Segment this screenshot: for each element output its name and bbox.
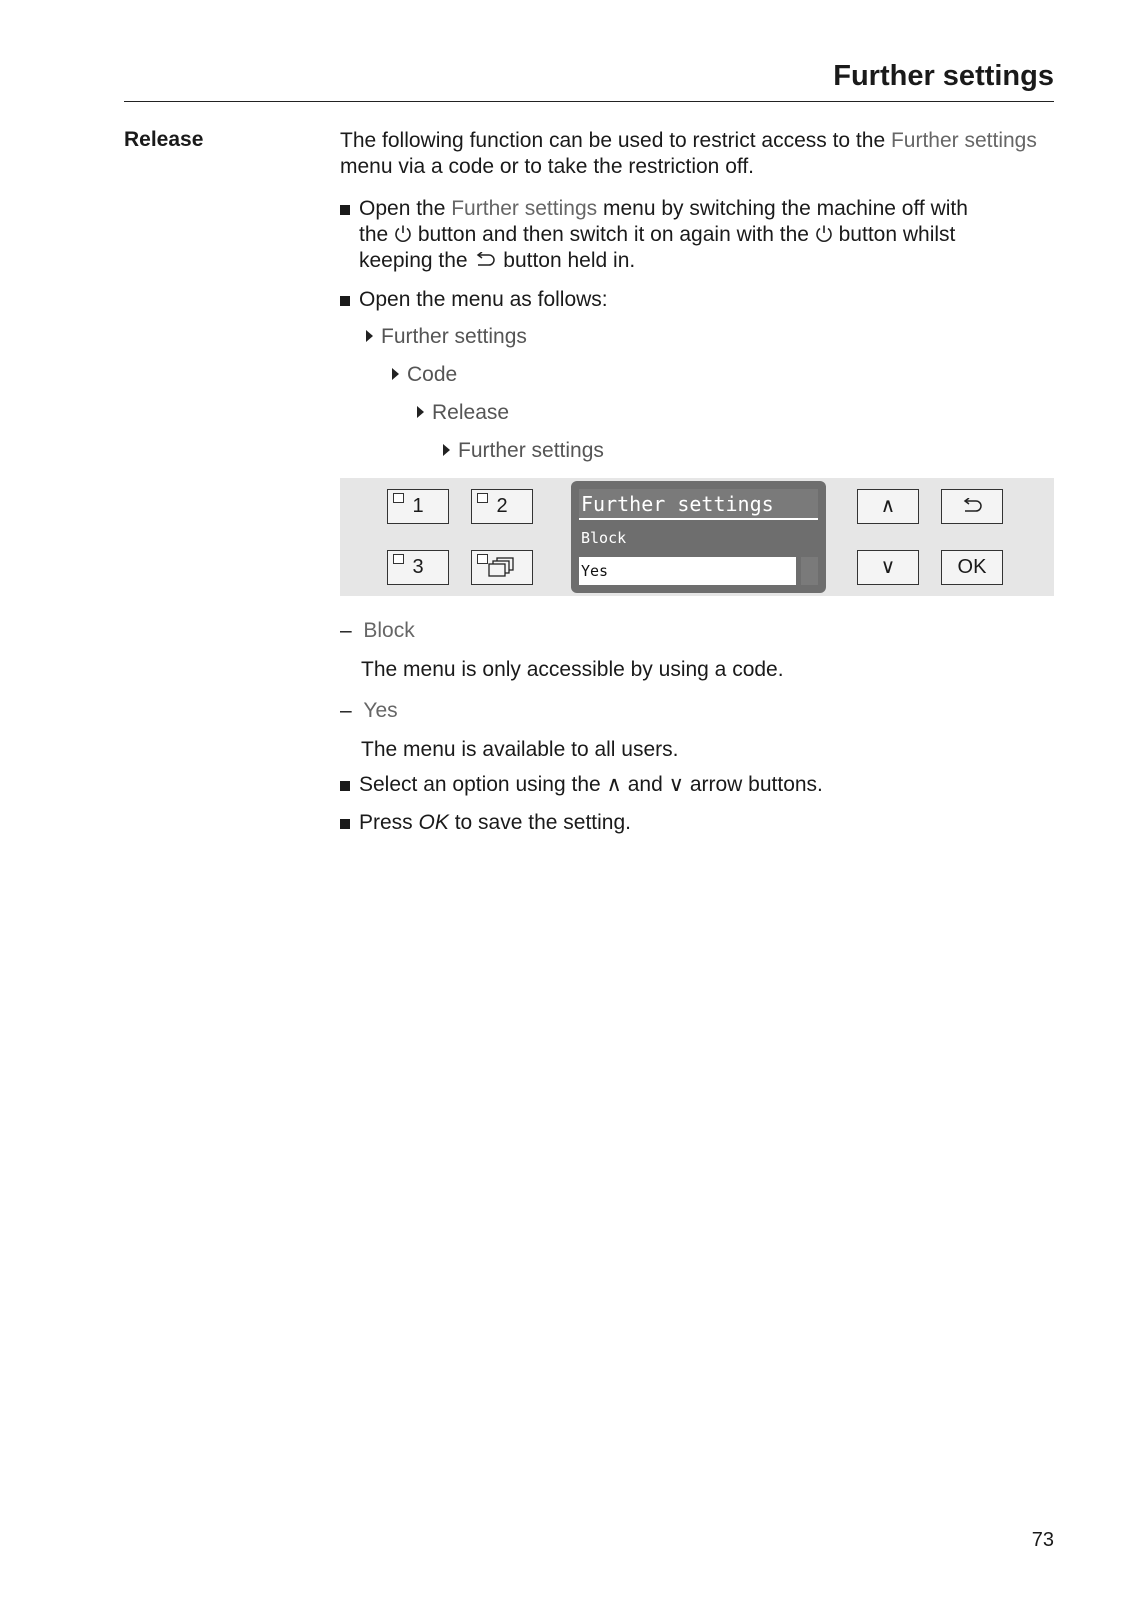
menu-path-label: Code <box>407 363 458 386</box>
bullet-square-icon <box>340 819 350 829</box>
program-key-3 <box>387 550 449 585</box>
step1-text-e: button whilst <box>832 223 956 246</box>
step1-text-d: button and then switch it on again with the <box>412 223 815 246</box>
header-rule <box>124 101 1054 102</box>
key-label: 1 <box>412 495 424 517</box>
ok-button-reference: OK <box>418 811 449 834</box>
intro-text-2: menu via a code or to take the restriction off. <box>340 155 755 178</box>
display-screen <box>571 481 826 593</box>
option-description: The menu is only accessible by using a code. <box>361 658 784 681</box>
step1-menu-name: Further settings <box>451 197 598 220</box>
menu-path-label: Further settings <box>458 439 604 462</box>
indicator-light <box>393 554 404 564</box>
step1-text-g: button held in. <box>497 249 636 272</box>
step1-text-f: keeping the <box>359 249 474 272</box>
step3-text-a: Select an option using the <box>359 773 607 796</box>
intro-text-1: The following function can be used to restrict access to the <box>340 129 891 152</box>
triangle-right-icon <box>443 444 450 456</box>
option-name: Block <box>363 619 415 642</box>
down-arrow-icon: ∨ <box>880 556 896 578</box>
step1-text-b: menu by switching the machine off with <box>597 197 968 220</box>
down-arrow-icon: ∨ <box>668 773 684 796</box>
menu-path-item <box>417 401 509 425</box>
power-icon <box>394 224 412 243</box>
menu-path-label: Release <box>432 401 510 424</box>
triangle-right-icon <box>417 406 424 418</box>
bullet-square-icon <box>340 296 350 306</box>
page-header-title: Further settings <box>833 60 1054 92</box>
dash-marker: – <box>340 699 352 722</box>
page-number: 73 <box>1031 1529 1054 1551</box>
step-3 <box>340 772 1059 798</box>
power-icon <box>815 224 833 243</box>
program-selection-key <box>471 550 533 585</box>
option-yes <box>340 699 398 723</box>
step1-text-c: the <box>359 223 395 246</box>
intro-menu-name: Further settings <box>890 129 1037 152</box>
menu-path-item <box>443 439 604 463</box>
program-key-1 <box>387 489 449 524</box>
program-key-2 <box>471 489 533 524</box>
indicator-light <box>477 493 488 503</box>
bullet-square-icon <box>340 781 350 791</box>
section-label: Release <box>124 128 204 151</box>
option-block <box>340 619 415 643</box>
up-arrow-key <box>857 489 919 524</box>
screen-option-block: Block <box>581 529 627 547</box>
step-1 <box>340 196 1059 274</box>
step-4 <box>340 810 1059 836</box>
step4-text-b: to save the setting. <box>448 811 631 834</box>
option-name: Yes <box>363 699 398 722</box>
down-arrow-key <box>857 550 919 585</box>
triangle-right-icon <box>366 330 373 342</box>
dash-marker: – <box>340 619 352 642</box>
step1-text-a: Open the <box>359 197 452 220</box>
back-arrow-icon <box>473 252 497 268</box>
menu-path-label: Further settings <box>381 325 527 348</box>
step2-text: Open the menu as follows: <box>359 288 608 311</box>
back-key <box>941 489 1003 524</box>
menu-path-item <box>366 325 527 349</box>
screen-scrollbar <box>801 557 818 585</box>
screen-title: Further settings <box>579 489 818 520</box>
ok-key <box>941 550 1003 585</box>
key-label: 2 <box>496 495 508 517</box>
up-arrow-icon: ∧ <box>880 495 896 517</box>
step3-text-b: arrow buttons. <box>683 773 823 796</box>
up-arrow-icon: ∧ <box>606 773 622 796</box>
indicator-light <box>393 493 404 503</box>
step3-text-and: and <box>621 773 669 796</box>
intro-paragraph <box>340 128 1050 180</box>
screen-option-yes-selected: Yes <box>579 557 796 585</box>
key-label: 3 <box>412 556 424 578</box>
triangle-right-icon <box>392 368 399 380</box>
menu-path-item <box>392 363 457 387</box>
stacked-windows-icon <box>487 556 517 578</box>
step4-text-a: Press <box>359 811 419 834</box>
bullet-square-icon <box>340 205 350 215</box>
indicator-light <box>477 554 488 564</box>
key-label: OK <box>957 556 987 578</box>
option-description: The menu is available to all users. <box>361 738 679 761</box>
step-2 <box>340 287 1059 313</box>
back-arrow-icon <box>960 498 984 514</box>
